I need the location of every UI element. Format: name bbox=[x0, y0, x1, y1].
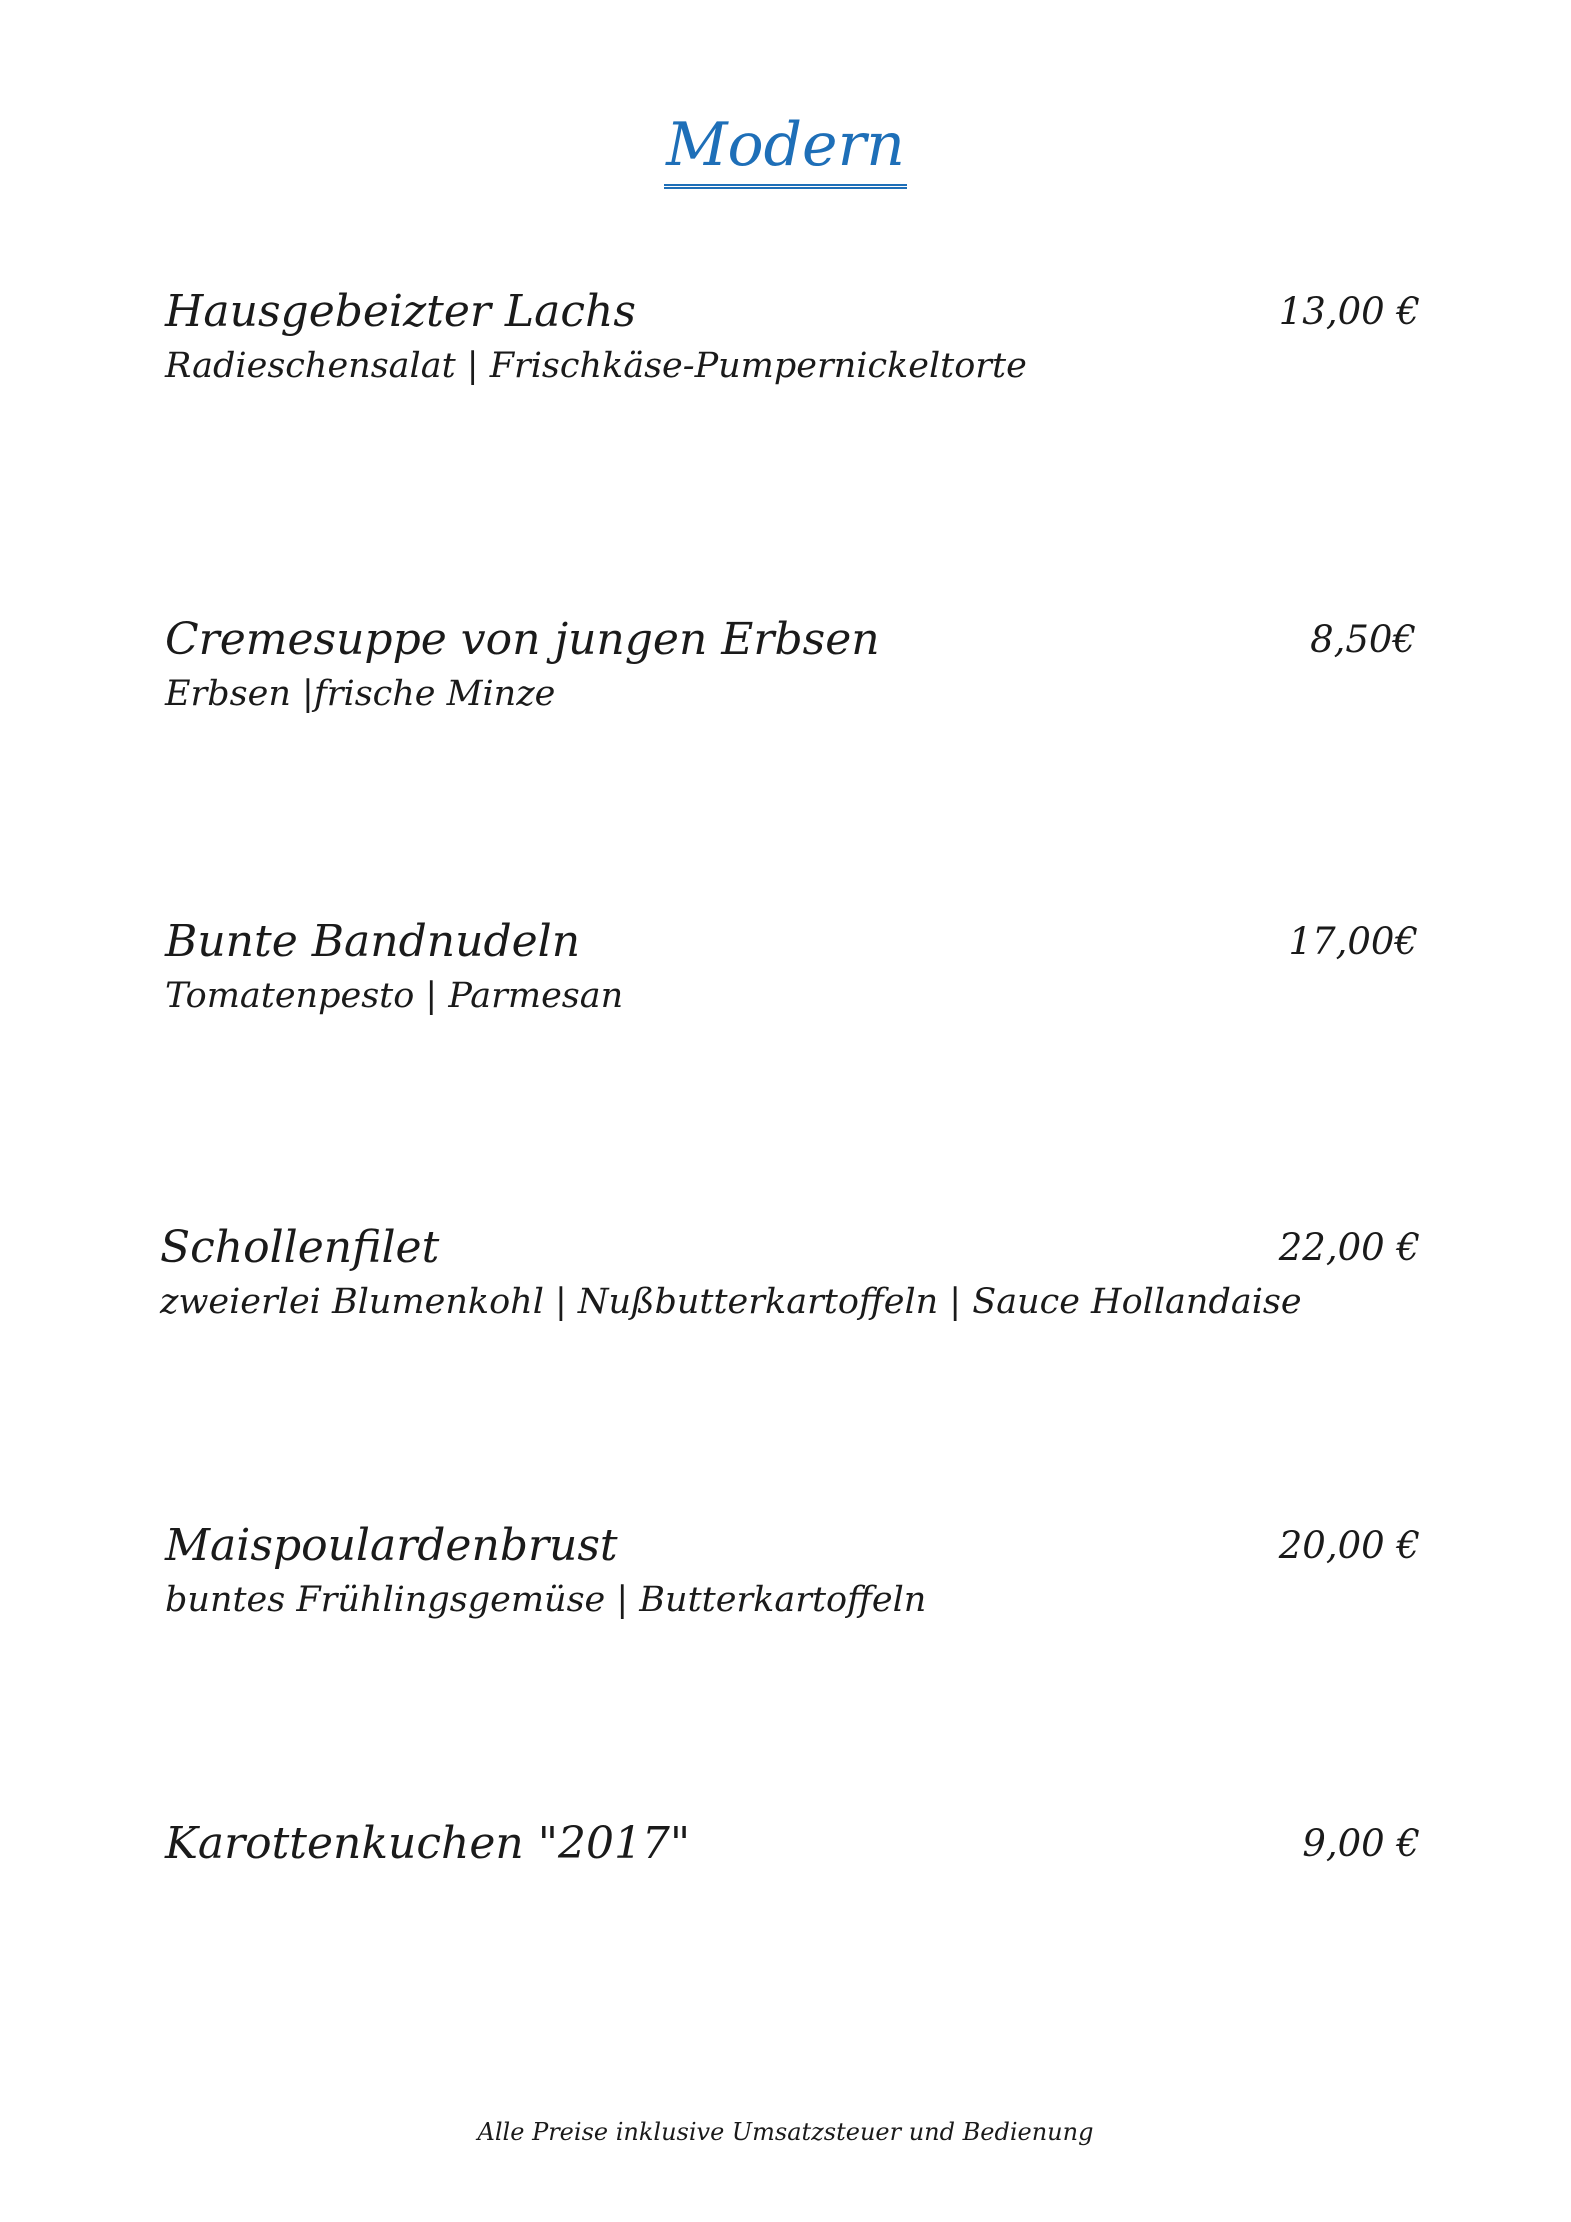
menu-item bbox=[165, 914, 1420, 1022]
menu-item-price: 9,00 € bbox=[1302, 1822, 1420, 1865]
menu-item-price: 13,00 € bbox=[1278, 290, 1420, 333]
menu-item-description: buntes Frühlingsgemüse | Butterkartoffeln bbox=[165, 1580, 927, 1620]
menu-item-name: Karottenkuchen "2017" bbox=[165, 1818, 691, 1869]
menu-item bbox=[165, 612, 1420, 720]
menu-title bbox=[0, 110, 1571, 189]
menu-item-description: Radieschensalat | Frischkäse-Pumpernickeltorte bbox=[165, 346, 1027, 386]
menu-item-description: zweierlei Blumenkohl | Nußbutterkartoffeln | Sauce Hollandaise bbox=[160, 1282, 1302, 1322]
menu-item bbox=[165, 1518, 1420, 1626]
menu-item-price: 17,00€ bbox=[1288, 920, 1418, 963]
menu-item-price: 8,50€ bbox=[1310, 618, 1416, 661]
menu-item-name: Hausgebeizter Lachs bbox=[165, 286, 636, 337]
menu-item-price: 20,00 € bbox=[1278, 1524, 1420, 1567]
menu-item-price: 22,00 € bbox=[1278, 1226, 1420, 1269]
menu-item-name: Cremesuppe von jungen Erbsen bbox=[165, 614, 880, 665]
menu-item-name: Schollenfilet bbox=[160, 1222, 440, 1273]
menu-item-name: Bunte Bandnudeln bbox=[165, 916, 581, 967]
menu-item-description: Tomatenpesto | Parmesan bbox=[165, 976, 624, 1016]
menu-item-description: Erbsen |frische Minze bbox=[165, 674, 556, 714]
menu-item-name: Maispoulardenbrust bbox=[165, 1520, 618, 1571]
price-note-footer: Alle Preise inklusive Umsatzsteuer und Bedienung bbox=[477, 2118, 1094, 2146]
menu-item bbox=[160, 1220, 1420, 1328]
menu-item bbox=[165, 1816, 1420, 1872]
menu-title-text: Modern bbox=[664, 112, 907, 189]
menu-item bbox=[165, 284, 1420, 392]
